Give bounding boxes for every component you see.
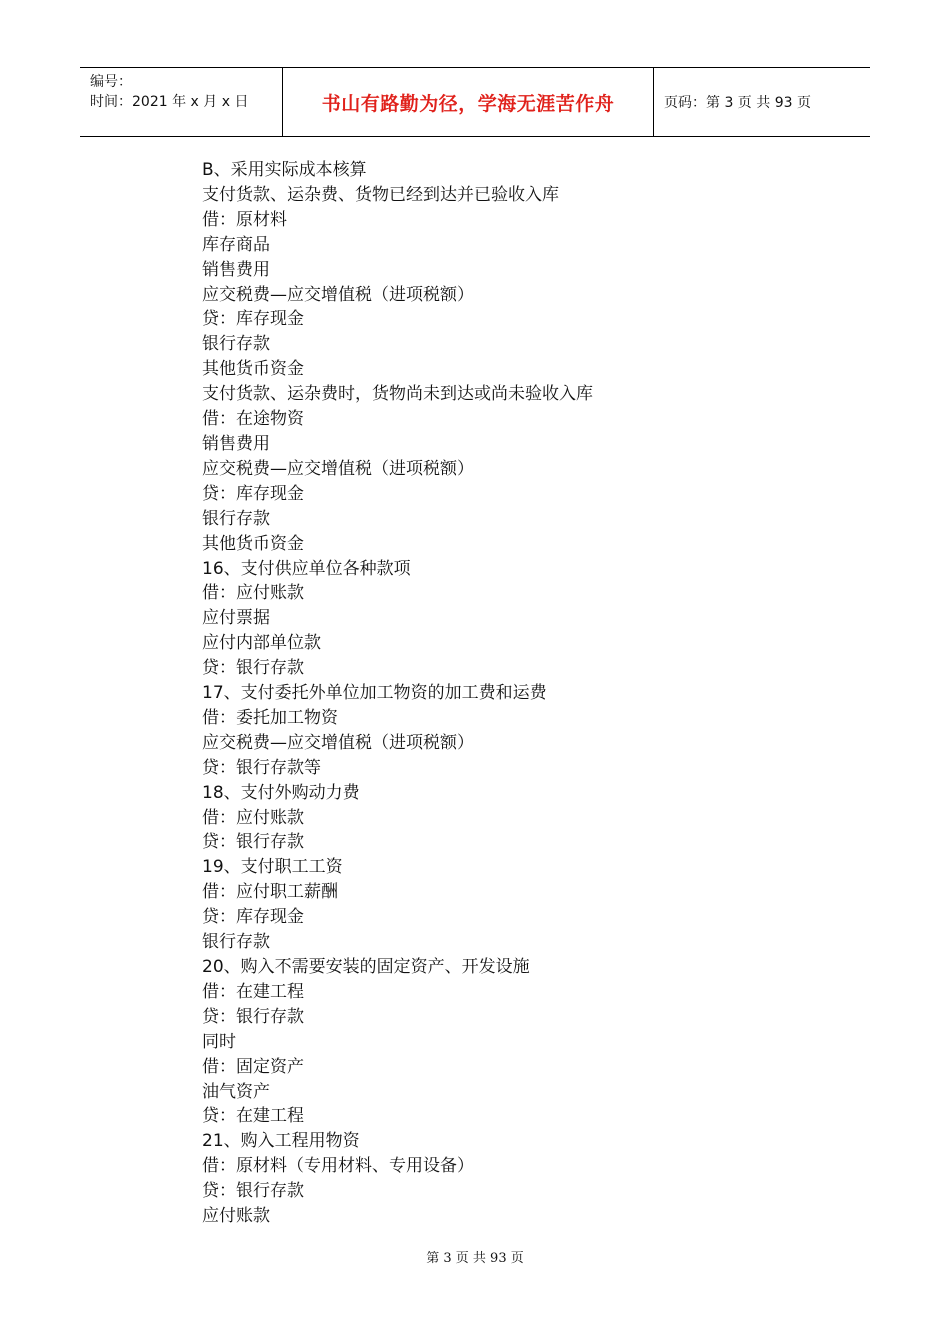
header-motto: 书山有路勤为径，学海无涯苦作舟 <box>321 92 615 115</box>
text-line: 支付货款、运杂费时，货物尚未到达或尚未验收入库 <box>202 384 593 405</box>
text-line: 应交税费—应交增值税（进项税额） <box>202 284 474 305</box>
text-line: 应交税费—应交增值税（进项税额） <box>202 458 474 479</box>
text-line: 应交税费—应交增值税（进项税额） <box>202 732 474 753</box>
text-line: 借：委托加工物资 <box>202 707 338 728</box>
text-line: 借：应付账款 <box>202 807 304 828</box>
text-line: 销售费用 <box>202 433 270 454</box>
text-line: 贷：银行存款 <box>202 1006 304 1027</box>
text-line: 银行存款 <box>202 932 270 953</box>
text-line: 其他货币资金 <box>202 359 304 380</box>
text-line: 21、购入工程用物资 <box>202 1131 360 1152</box>
page-header <box>80 67 870 137</box>
text-line: 同时 <box>202 1031 236 1052</box>
text-line: 贷：库存现金 <box>202 483 304 504</box>
text-line: 借：在途物资 <box>202 409 304 430</box>
text-line: 借：在建工程 <box>202 981 304 1002</box>
text-line: 贷：银行存款 <box>202 832 304 853</box>
text-line: 借：原材料 <box>202 209 287 230</box>
text-line: 借：应付职工薪酬 <box>202 882 338 903</box>
text-line: 贷：库存现金 <box>202 907 304 928</box>
header-left-cell <box>80 68 282 136</box>
text-line: 借：固定资产 <box>202 1056 304 1077</box>
document-body <box>202 158 842 1229</box>
text-line: 贷：在建工程 <box>202 1106 304 1127</box>
text-line: 销售费用 <box>202 259 270 280</box>
text-line: 18、支付外购动力费 <box>202 782 360 803</box>
text-line: B、采用实际成本核算 <box>202 160 367 180</box>
text-line: 19、支付职工工资 <box>202 857 343 878</box>
text-line: 其他货币资金 <box>202 533 304 554</box>
text-line: 贷：库存现金 <box>202 309 304 330</box>
header-page-cell <box>654 68 870 136</box>
text-line: 借：原材料（专用材料、专用设备） <box>202 1156 474 1177</box>
text-line: 银行存款 <box>202 334 270 355</box>
text-line: 借：应付账款 <box>202 583 304 604</box>
text-line: 贷：银行存款 <box>202 1181 304 1202</box>
header-motto-cell <box>282 68 654 136</box>
text-line: 油气资产 <box>202 1081 270 1102</box>
text-line: 贷：银行存款 <box>202 658 304 679</box>
text-line: 应付票据 <box>202 608 270 629</box>
text-line: 应付内部单位款 <box>202 633 321 654</box>
page-footer: 第 3 页 共 93 页 <box>426 1251 524 1266</box>
header-page-info: 页码：第 3 页 共 93 页 <box>664 95 811 111</box>
text-line: 支付货款、运杂费、货物已经到达并已验收入库 <box>202 184 559 205</box>
text-line: 贷：银行存款等 <box>202 757 321 778</box>
text-line: 库存商品 <box>202 234 270 255</box>
text-line: 17、支付委托外单位加工物资的加工费和运费 <box>202 683 547 704</box>
document-number-label: 编号： <box>90 74 132 90</box>
text-line: 银行存款 <box>202 508 270 529</box>
text-line: 20、购入不需要安装的固定资产、开发设施 <box>202 957 530 977</box>
document-time-label: 时间：2021 年 x 月 x 日 <box>90 94 249 110</box>
text-line: 应付账款 <box>202 1206 270 1227</box>
text-line: 16、支付供应单位各种款项 <box>202 558 411 579</box>
